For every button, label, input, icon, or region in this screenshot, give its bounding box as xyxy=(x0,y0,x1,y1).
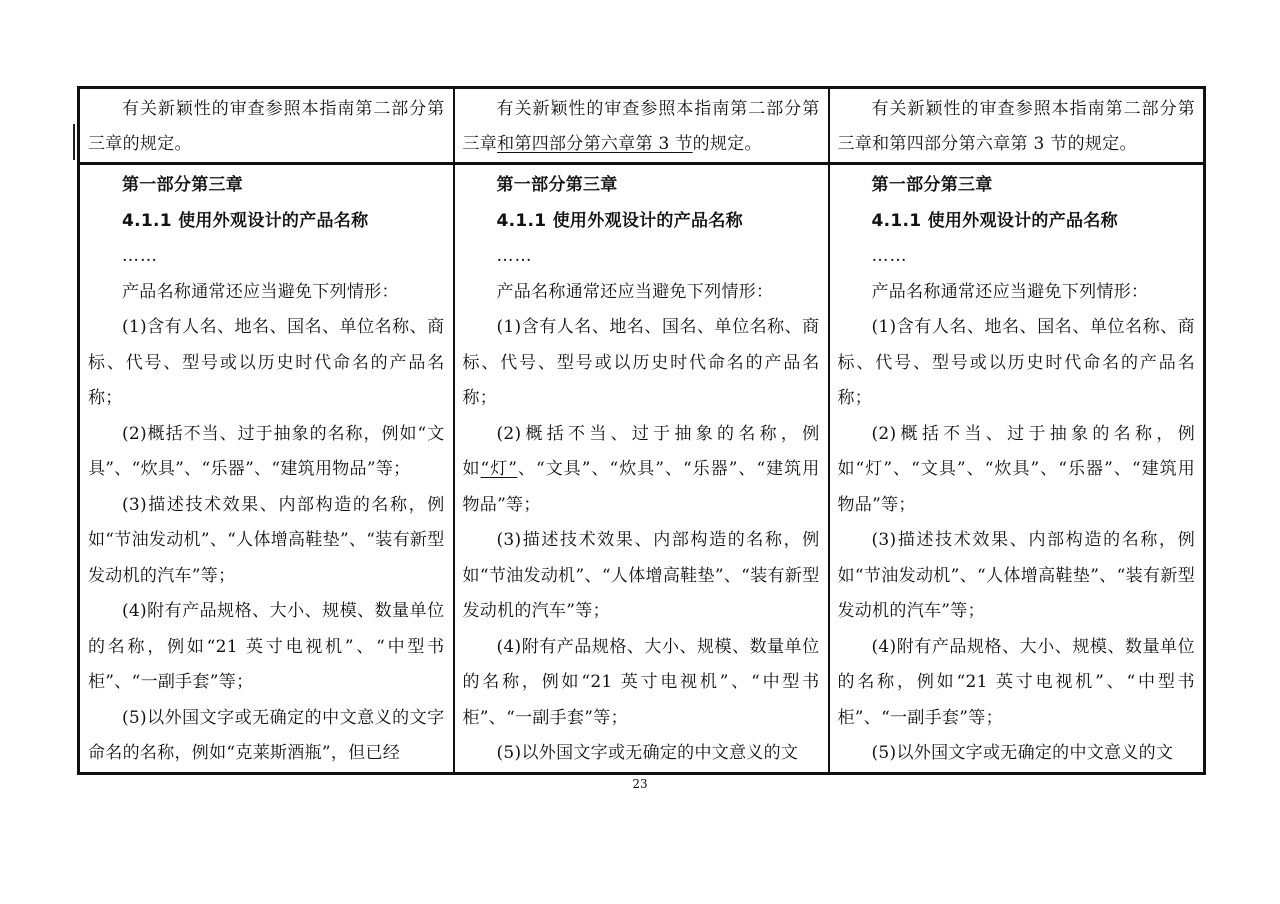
text-segment: (1)含有人名、地名、国名、单位名称、商标、代号、型号或以历史时代命名的产品名称； xyxy=(462,317,820,408)
list-item xyxy=(88,594,445,701)
table-cell-original xyxy=(79,88,454,164)
list-item xyxy=(88,310,445,417)
table-cell-original xyxy=(79,164,454,774)
text-segment: (3)描述技术效果、内部构造的名称，例如“节油发动机”、“人体增高鞋垫”、“装有新型发动机的汽车”等； xyxy=(88,494,445,586)
text-segment: 有关新颖性的审查参照本指南第二部分第三章的规定。 xyxy=(88,99,445,154)
section-heading-title: 4.1.1 使用外观设计的产品名称 xyxy=(122,210,369,231)
paragraph xyxy=(838,92,1196,162)
section-heading-part: 第一部分第三章 xyxy=(496,175,618,195)
list-item xyxy=(838,630,1196,737)
list-item xyxy=(463,310,820,417)
amended-text: “灯” xyxy=(480,459,518,479)
text-segment: (5)以外国文字或无确定的中文意义的文字命名的名称，例如“克莱斯酒瓶”，但已经 xyxy=(88,707,445,763)
table-cell-draft xyxy=(454,164,829,774)
table-row-product-name xyxy=(79,164,1205,774)
ellipsis: …… xyxy=(871,246,908,266)
section-heading-part: 第一部分第三章 xyxy=(871,175,993,195)
section-heading-part: 第一部分第三章 xyxy=(122,175,244,195)
text-segment: (5)以外国文字或无确定的中文意义的文 xyxy=(871,743,1174,763)
paragraph xyxy=(463,92,820,162)
intro-paragraph: 产品名称通常还应当避免下列情形： xyxy=(871,281,1149,302)
table-cell-draft xyxy=(454,88,829,164)
table-cell-revised xyxy=(829,88,1205,164)
list-item xyxy=(88,488,445,595)
text-segment: (4)附有产品规格、大小、规模、数量单位的名称，例如“21 英寸电视机”、“中型书柜”、“一副手套”等； xyxy=(462,636,820,728)
text-segment: (3)描述技术效果、内部构造的名称，例如“节油发动机”、“人体增高鞋垫”、“装有新型发动机的汽车”等； xyxy=(837,530,1195,621)
text-segment: 有关新颖性的审查参照本指南第二部分第三章和第四部分第六章第 3 节的规定。 xyxy=(837,99,1195,154)
text-segment: (2)概括不当、过于抽象的名称，例如“灯”、“文具”、“炊具”、“乐器”、“建筑用物品”等； xyxy=(837,423,1195,515)
list-item xyxy=(463,523,820,630)
list-item xyxy=(838,310,1196,417)
list-item xyxy=(838,523,1196,630)
text-segment: (2)概括不当、过于抽象的名称，例如 xyxy=(462,423,820,479)
page-number: 23 xyxy=(632,777,648,791)
text-segment: 的规定。 xyxy=(692,134,762,154)
list-item xyxy=(463,417,820,524)
text-segment: (5)以外国文字或无确定的中文意义的文 xyxy=(496,743,799,763)
table-row-novelty xyxy=(79,88,1205,164)
text-segment: 、“文具”、“炊具”、“乐器”、“建筑用物品”等； xyxy=(462,459,820,515)
list-item xyxy=(838,417,1196,524)
text-segment: (3)描述技术效果、内部构造的名称，例如“节油发动机”、“人体增高鞋垫”、“装有新型发动机的汽车”等； xyxy=(462,530,820,621)
intro-paragraph: 产品名称通常还应当避免下列情形： xyxy=(122,281,399,302)
text-segment: (1)含有人名、地名、国名、单位名称、商标、代号、型号或以历史时代命名的产品名称； xyxy=(88,317,445,408)
list-item xyxy=(88,417,445,488)
section-heading-title: 4.1.1 使用外观设计的产品名称 xyxy=(496,210,743,231)
text-segment: (2)概括不当、过于抽象的名称，例如“文具”、“炊具”、“乐器”、“建筑用物品”等； xyxy=(88,423,445,479)
ellipsis: …… xyxy=(496,246,533,266)
ellipsis: …… xyxy=(122,246,158,266)
intro-paragraph: 产品名称通常还应当避免下列情形： xyxy=(496,281,774,302)
list-item xyxy=(463,736,820,772)
table-cell-revised xyxy=(829,164,1205,774)
list-item xyxy=(463,630,820,737)
text-segment: (1)含有人名、地名、国名、单位名称、商标、代号、型号或以历史时代命名的产品名称； xyxy=(837,317,1195,408)
text-segment: (4)附有产品规格、大小、规模、数量单位的名称，例如“21 英寸电视机”、“中型书柜”、“一副手套”等； xyxy=(837,636,1195,728)
list-item xyxy=(838,736,1196,772)
list-item xyxy=(88,701,445,772)
comparison-table xyxy=(77,86,1206,775)
text-segment: (4)附有产品规格、大小、规模、数量单位的名称，例如“21 英寸电视机”、“中型书柜”、“一副手套”等； xyxy=(88,601,445,692)
text-segment: 有关新颖性的审查参照本指南第二部分第三章 xyxy=(462,99,820,154)
paragraph xyxy=(88,92,445,162)
section-heading-title: 4.1.1 使用外观设计的产品名称 xyxy=(871,210,1118,231)
margin-change-mark xyxy=(73,124,75,160)
amended-text: 和第四部分第六章第 3 节 xyxy=(497,134,693,154)
